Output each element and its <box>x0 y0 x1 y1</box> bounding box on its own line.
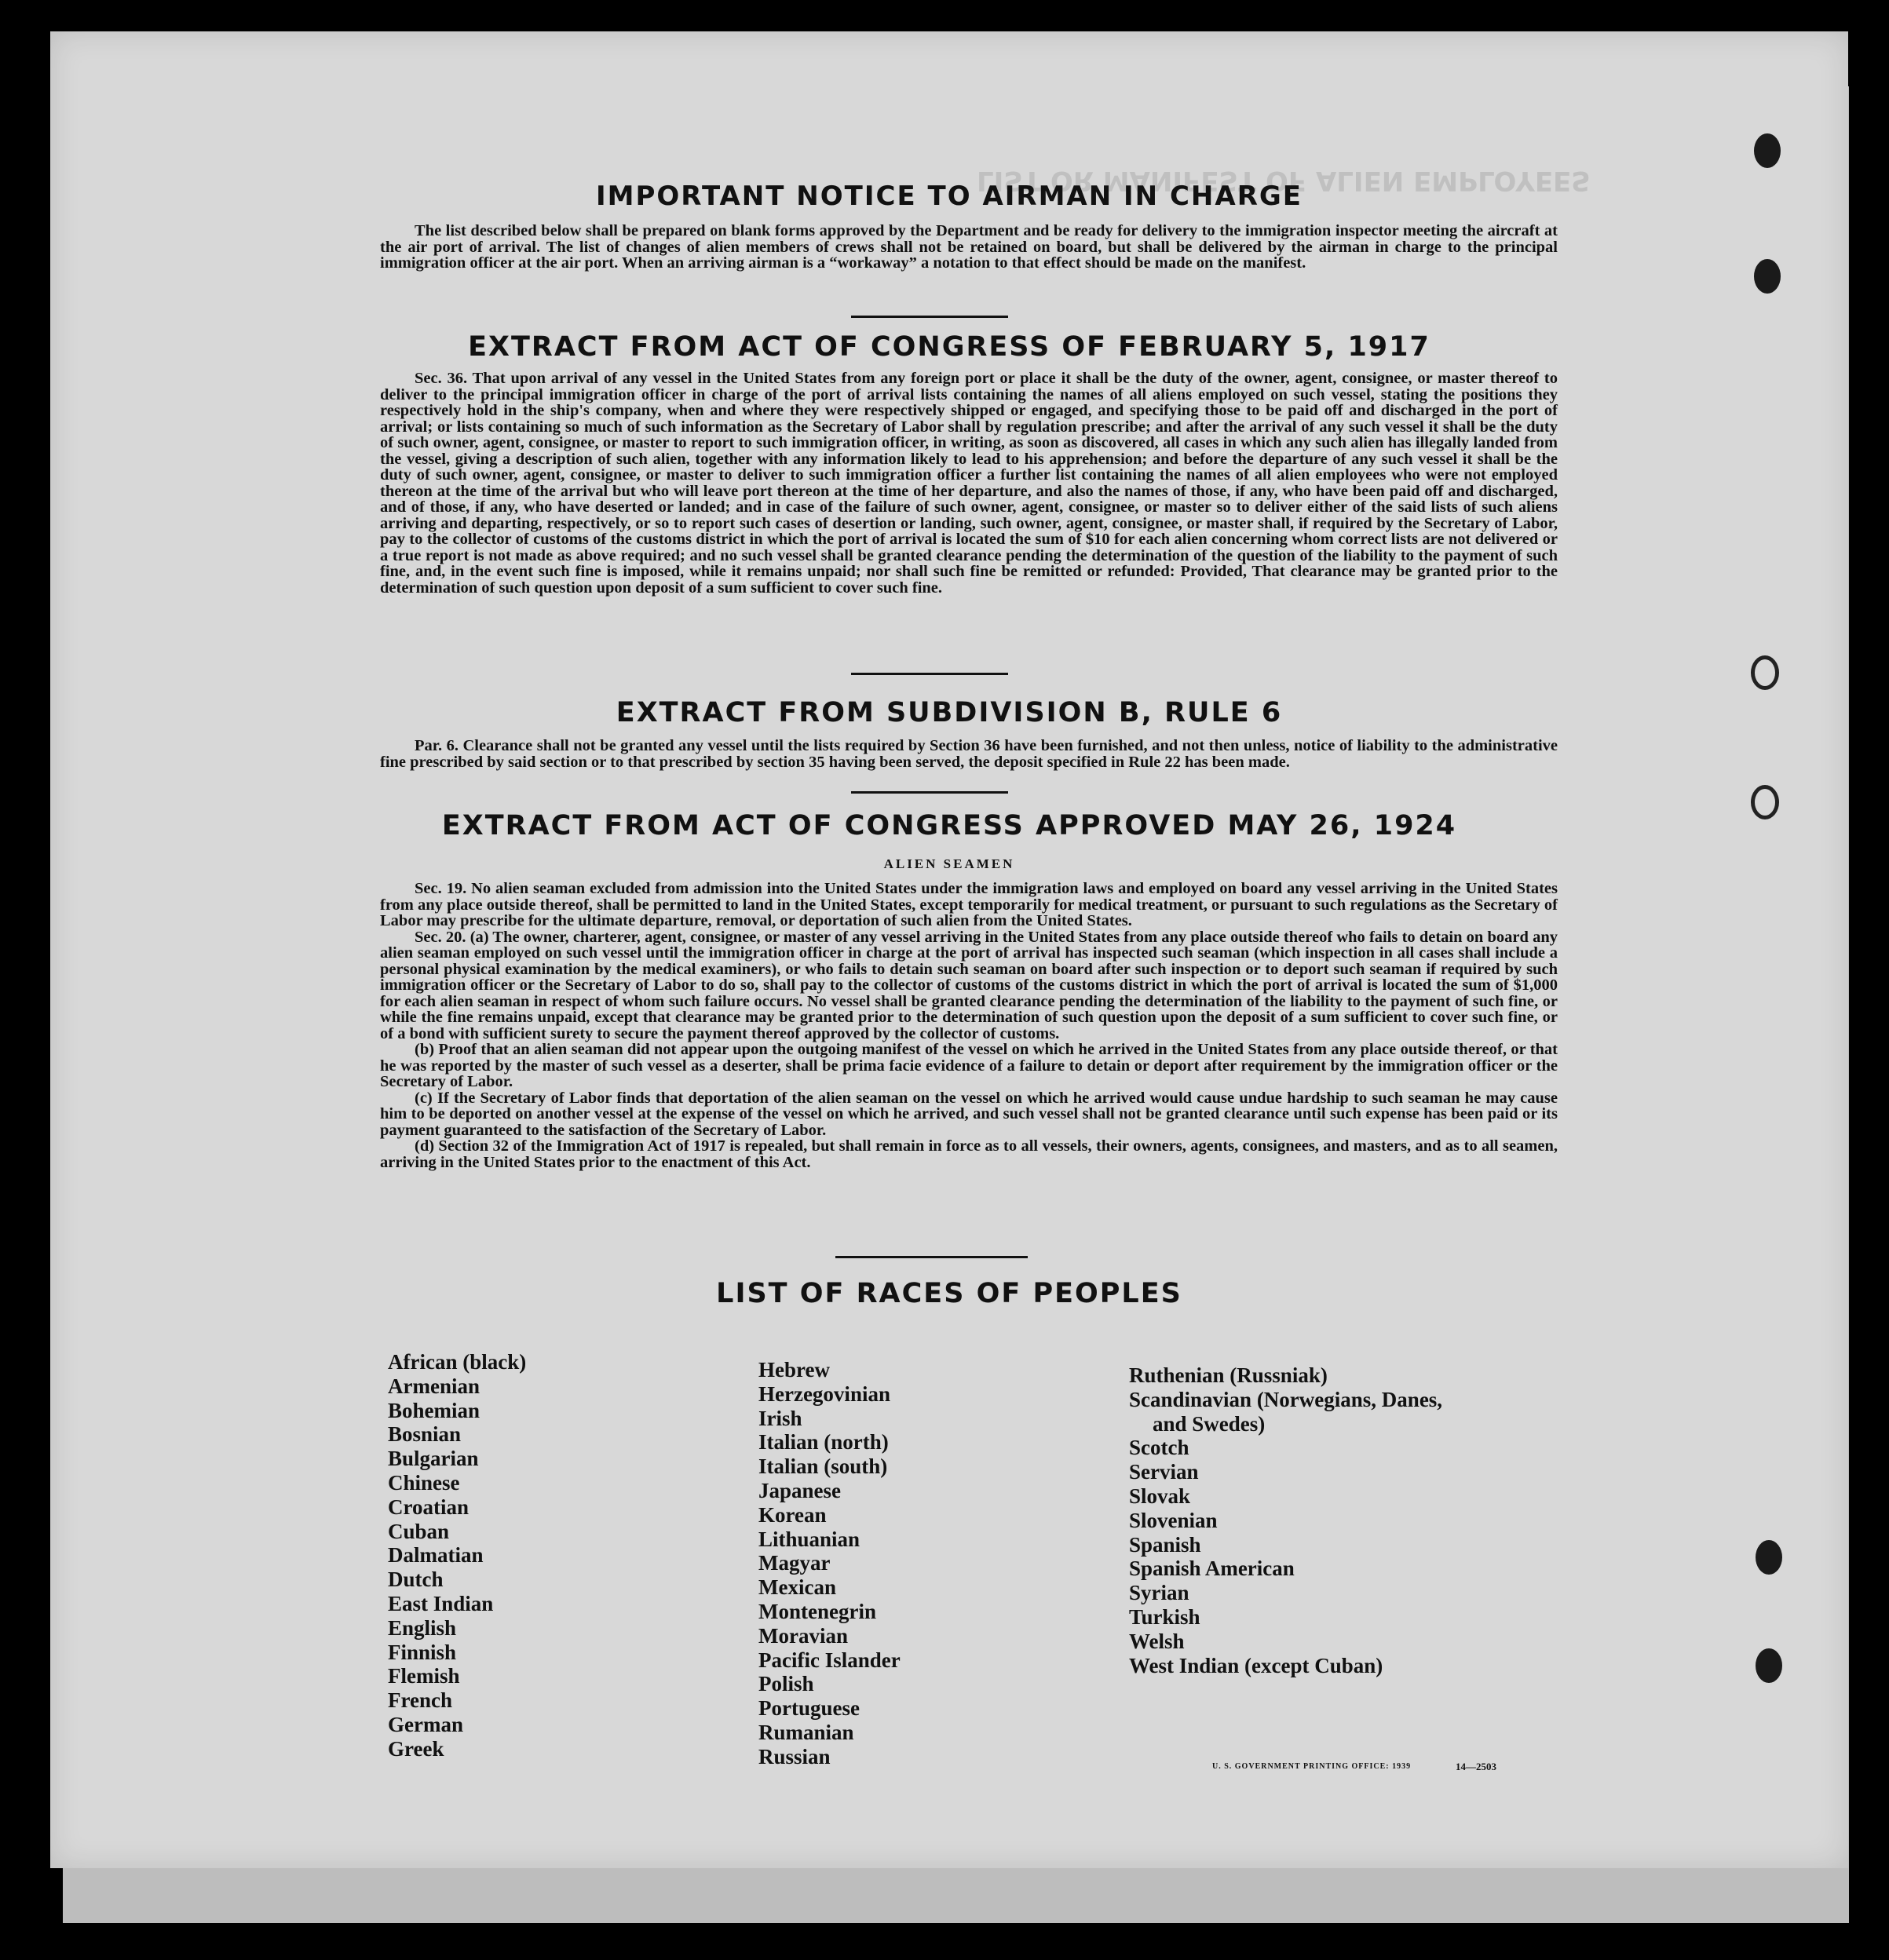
race-item: Slovenian <box>1129 1508 1218 1532</box>
races-column-2 <box>758 1358 901 1769</box>
act-1924-sec-20c: (c) If the Secretary of Labor finds that deportation of the alien seaman on the vessel on which he arrived would cause undue hardship to such seaman he may cause him to be deported on another vessel at the expense of the vessel on which he arrived, and such vessel shall not be granted clearance until such expense has been paid or its payment guaranteed to the satisfaction of the Secretary of Labor. <box>380 1089 1558 1139</box>
race-item: Bohemian <box>388 1398 480 1422</box>
race-item: and Swedes) <box>1153 1411 1266 1436</box>
form-number: 14—2503 <box>1456 1761 1496 1772</box>
race-item: Irish <box>758 1406 802 1430</box>
race-item: Rumanian <box>758 1720 854 1744</box>
document-page <box>50 31 1848 1868</box>
divider <box>835 1256 1028 1258</box>
race-item: Japanese <box>758 1478 842 1502</box>
race-item: Portuguese <box>758 1696 860 1721</box>
printer-imprint: U. S. GOVERNMENT PRINTING OFFICE: 1939 <box>1212 1762 1412 1771</box>
race-item: Croatian <box>388 1495 470 1519</box>
race-item: Russian <box>758 1744 831 1768</box>
race-item: African (black) <box>388 1350 527 1374</box>
race-item: Scandinavian (Norwegians, Danes, <box>1129 1387 1443 1411</box>
races-column-1 <box>388 1350 526 1761</box>
race-item: East Indian <box>388 1591 494 1615</box>
binder-hole <box>1754 259 1781 294</box>
race-item: Finnish <box>388 1640 457 1664</box>
race-item: Dalmatian <box>388 1543 484 1568</box>
race-item: German <box>388 1712 463 1736</box>
race-item: Bosnian <box>388 1422 462 1447</box>
race-item: Moravian <box>758 1623 848 1648</box>
race-item: Ruthenian (Russniak) <box>1129 1363 1328 1387</box>
act-1924-sec-20b: (b) Proof that an alien seaman did not appear upon the outgoing manifest of the vessel on which he arrived in the United States from any place outside thereof, or that he was reported by the master of such vessel as a deserter, shall be prima facie evidence of a failure to detain or deport after requirement by the immigration officer or the Secretary of Labor. <box>380 1041 1558 1090</box>
notice-title: IMPORTANT NOTICE TO AIRMAN IN CHARGE <box>595 181 1303 212</box>
binder-hole <box>1754 133 1781 168</box>
race-item: Dutch <box>388 1568 444 1592</box>
race-item: West Indian (except Cuban) <box>1129 1653 1383 1677</box>
race-item: Hebrew <box>758 1358 830 1381</box>
act-1917-title: EXTRACT FROM ACT OF CONGRESS OF FEBRUARY 5, 1917 <box>468 331 1430 363</box>
race-item: Armenian <box>388 1374 480 1398</box>
race-item: Korean <box>758 1502 827 1527</box>
race-item: Servian <box>1129 1460 1199 1484</box>
race-item: Montenegrin <box>758 1599 876 1623</box>
rule-6-title: EXTRACT FROM SUBDIVISION B, RULE 6 <box>616 697 1283 728</box>
race-item: Herzegovinian <box>758 1381 890 1406</box>
race-item: Lithuanian <box>758 1527 860 1551</box>
act-1924-text <box>380 881 1558 1170</box>
race-item: Italian (south) <box>758 1454 888 1479</box>
binder-hole <box>1756 1540 1782 1575</box>
race-item: Cuban <box>388 1519 450 1543</box>
race-item: Spanish <box>1129 1532 1201 1557</box>
race-item: Magyar <box>758 1551 831 1575</box>
races-column-3 <box>1129 1363 1442 1677</box>
race-item: English <box>388 1615 457 1640</box>
race-item: Mexican <box>758 1575 836 1600</box>
binder-hole <box>1756 1648 1782 1683</box>
act-1924-title: EXTRACT FROM ACT OF CONGRESS APPROVED MAY 26, 1924 <box>441 810 1457 841</box>
race-item: Flemish <box>388 1664 460 1688</box>
race-item: Italian (north) <box>758 1430 889 1454</box>
race-item: Scotch <box>1129 1436 1189 1460</box>
divider <box>851 316 1008 318</box>
race-item: Syrian <box>1129 1581 1189 1605</box>
rule-6-text: Par. 6. Clearance shall not be granted any vessel until the lists required by Section 36 have been furnished, and not then unless, notice of liability to the administrative fine prescribed by said section or to that prescribed by section 35 having been served, the deposit specified in Rule 22 has been made. <box>380 737 1558 771</box>
act-1924-subtitle: ALIEN SEAMEN <box>883 856 1015 871</box>
race-item: French <box>388 1688 452 1713</box>
race-item: Slovak <box>1129 1484 1191 1508</box>
races-title: LIST OF RACES OF PEOPLES <box>716 1278 1182 1309</box>
race-item: Polish <box>758 1672 814 1696</box>
race-item: Greek <box>388 1736 444 1761</box>
race-item: Bulgarian <box>388 1447 479 1471</box>
act-1924-sec-19: Sec. 19. No alien seaman excluded from admission into the United States under the immigration laws and employed on board any vessel arriving in the United States from any place outside thereof, shall be permitted to land in the United States, except temporarily for medical treatment, or pursuant to such regulations as the Secretary of Labor may prescribe for the ultimate departure, removal, or deportation of such alien from the United States. <box>380 880 1558 929</box>
bleed-through-text: LIST OR MANIFEST OF ALIEN EMPLOYEES <box>977 165 1591 196</box>
binder-hole <box>1751 655 1779 690</box>
act-1924-sec-20a: Sec. 20. (a) The owner, charterer, agent, consignee, or master of any vessel arriving in the United States from any place outside thereof who fails to detain on board any alien seaman employed on such vessel until the immigration officer in charge at the port of arrival has inspected such seaman (which inspection in all cases shall include a personal physical examination by the medical examiners), or who fails to detain such seaman on board after such inspection or to deport such seaman if required by such immigration officer or the Secretary of Labor to do so, shall pay to the collector of customs of the customs district in which the port of arrival is located the sum of $1,000 for each alien seaman in respect of whom such failure occurs. No vessel shall be granted clearance pending the determination of the liability to the payment of such fine, or while the fine remains unpaid, except that clearance may be granted prior to the determination of such question upon the deposit of a sum sufficient to cover such fine, or of a bond with sufficient surety to secure the payment thereof approved by the collector of customs. <box>380 928 1558 1042</box>
act-1917-text: Sec. 36. That upon arrival of any vessel in the United States from any foreign port or place it shall be the duty of the owner, agent, consignee, or master thereof to deliver to the principal immigration officer in charge of the port of arrival lists containing the names of all aliens employed on such vessel, stating the positions they respectively hold in the ship's company, when and where they were respectively shipped or engaged, and specifying those to be paid off and discharged in the port of arrival; or lists containing so much of such information as the Secretary of Labor shall by regulation prescribe; and after the arrival of any such vessel it shall be the duty of such owner, agent, consignee, or master to report to such immigration officer, in writing, as soon as discovered, all cases in which any such alien has illegally landed from the vessel, giving a description of such alien, together with any information likely to lead to his apprehension; and before the departure of any such vessel it shall be the duty of such owner, agent, consignee, or master to deliver to such immigration officer a further list containing the names of all alien employees who were not employed thereon at the time of the arrival but who will leave port thereon at the time of her departure, and also the names of those, if any, who have been paid off and discharged, and of those, if any, who have deserted or landed; and in case of the failure of such owner, agent, consignee, or master so to deliver either of the said lists of such aliens arriving and departing, respectively, or so to report such cases of desertion or landing, such owner, agent, consignee, or master shall, if required by the Secretary of Labor, pay to the collector of customs of the customs district in which the port of arrival is located the sum of $10 for each alien concerning whom correct lists are not delivered or a true report is not made as above required; and no such vessel shall be granted clearance pending the determination of the question of the liability to the payment of such fine, and, in the event such fine is imposed, while it remains unpaid; nor shall such fine be remitted or refunded: Provided, That clearance may be granted prior to the determination of such question upon deposit of a sum sufficient to cover such fine. <box>380 370 1558 597</box>
race-item: Spanish American <box>1129 1557 1295 1581</box>
race-item: Chinese <box>388 1470 460 1495</box>
divider <box>851 791 1008 794</box>
race-item: Turkish <box>1129 1604 1200 1629</box>
act-1924-sec-20d: (d) Section 32 of the Immigration Act of 1917 is repealed, but shall remain in force as to all vessels, their owners, agents, consignees, and masters, and as to all seamen, arriving in the United States prior to the enactment of this Act. <box>380 1137 1558 1171</box>
race-item: Welsh <box>1129 1629 1185 1653</box>
race-item: Pacific Islander <box>758 1648 901 1672</box>
notice-text: The list described below shall be prepared on blank forms approved by the Department and be ready for delivery to the immigration inspector meeting the aircraft at the air port of arrival. The list of changes of alien members of crews shall not be retained on board, but shall be delivered by the airman in charge to the principal immigration officer at the air port. When an arriving airman is a “workaway” a notation to that effect should be made on the manifest. <box>380 222 1558 272</box>
divider <box>851 673 1008 675</box>
